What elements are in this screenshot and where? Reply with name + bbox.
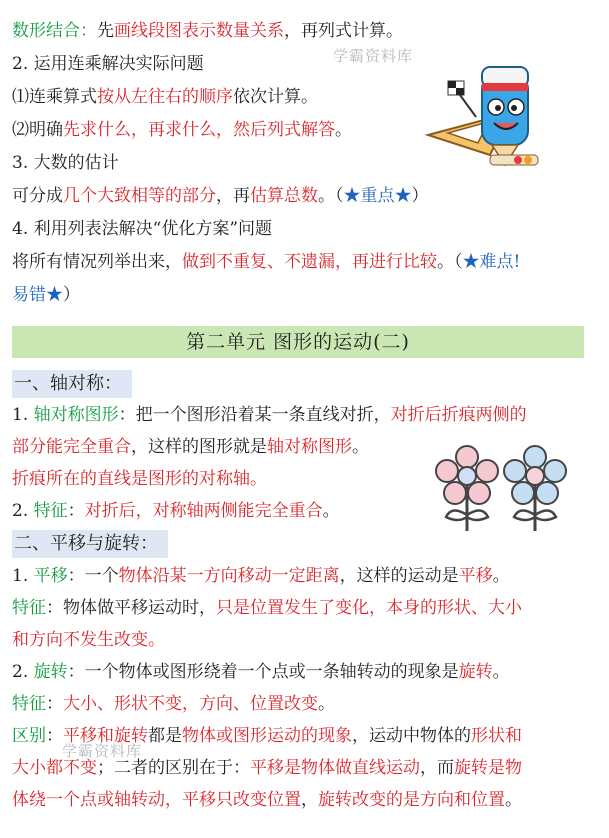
- error-badge: 易错★: [12, 285, 63, 305]
- line-axis-symmetric-continued: [12, 436, 369, 458]
- text: 依次计算。: [233, 87, 318, 107]
- key-point-badge: ★重点★: [343, 186, 412, 206]
- text: 。（: [318, 186, 344, 206]
- item-heading-2: 2. 运用连乘解决实际问题: [12, 54, 204, 74]
- red-text: 平移和旋转: [63, 726, 148, 746]
- text: ，而: [420, 758, 454, 778]
- text: ，这样的运动是: [339, 566, 459, 586]
- text: 。: [492, 662, 510, 682]
- red-text: 旋转改变的是方向和位置: [318, 790, 505, 810]
- unit-title-banner: 第二单元 图形的运动(二): [12, 326, 584, 358]
- red-text: 大小、形状不变，方向、位置改变: [63, 694, 318, 714]
- text: ，: [301, 790, 318, 810]
- line-number-shape: [12, 20, 403, 42]
- line-list-method: [12, 251, 520, 273]
- line-translation-definition: [12, 565, 510, 587]
- text: ：把一个图形沿着某一条直线对折，: [118, 405, 391, 425]
- line-symmetry-axis: 折痕所在的直线是图形的对称轴。: [12, 469, 267, 489]
- line-rotation-feature: [12, 693, 335, 715]
- line-steps: [12, 119, 352, 141]
- item-heading-3: 3. 大数的估计: [12, 153, 119, 173]
- red-text: 形状和: [471, 726, 522, 746]
- red-text: 部分能完全重合: [12, 437, 131, 457]
- text: 。: [322, 501, 340, 521]
- difficulty-badge: ★难点!: [462, 252, 521, 272]
- text: 。: [352, 437, 369, 457]
- text: ：: [46, 694, 63, 714]
- flower-pink-icon: [434, 445, 500, 535]
- text: 。: [492, 566, 510, 586]
- text: 2.: [12, 501, 34, 521]
- term-label: 平移: [33, 566, 68, 586]
- section-heading-translation-rotation: 二、平移与旋转：: [12, 530, 168, 558]
- line-axis-feature: [12, 500, 340, 522]
- term-label: 数形结合：: [12, 21, 97, 41]
- red-text: 对折后，对称轴两侧能完全重合: [84, 501, 323, 521]
- text: ：: [67, 501, 85, 521]
- term-label: 区别: [12, 726, 46, 746]
- term-label: 特征: [12, 598, 46, 618]
- line-rotation-definition: [12, 661, 510, 683]
- red-text: 物体沿某一方向移动一定距离: [118, 566, 340, 586]
- text: ：物体做平移运动时，: [46, 598, 216, 618]
- line-error-prone: [12, 284, 80, 306]
- red-text: 估算总数: [250, 186, 318, 206]
- pencil-mascot-icon: [420, 55, 550, 170]
- red-text: 几个大致相等的部分: [63, 186, 216, 206]
- watermark: 学霸资料库: [333, 47, 414, 65]
- red-text: 平移: [458, 566, 493, 586]
- text: 1.: [12, 566, 34, 586]
- text: 2.: [12, 662, 34, 682]
- section-heading-axis-symmetry: 一、轴对称：: [12, 370, 132, 398]
- red-text: 轴对称图形: [267, 437, 352, 457]
- text: ）: [411, 186, 429, 206]
- flower-blue-icon: [502, 445, 568, 535]
- red-text: 平移是物体做直线运动: [250, 758, 420, 778]
- text: ：一个物体或图形绕着一个点或一条轴转动的现象是: [67, 662, 459, 682]
- red-text: 体绕一个点或轴转动，平移只改变位置: [12, 790, 301, 810]
- term-label: 特征: [33, 501, 68, 521]
- term-label: 特征: [12, 694, 46, 714]
- text: 可分成: [12, 186, 63, 206]
- line-translation-feature: [12, 597, 522, 619]
- red-text: 画线段图表示数量关系: [114, 21, 284, 41]
- text: ：: [46, 726, 63, 746]
- red-text: 对折后折痕两侧的: [390, 405, 527, 425]
- red-text: 物体或图形运动的现象: [182, 726, 352, 746]
- text: ，再: [216, 186, 250, 206]
- line-multiply-order: [12, 86, 318, 108]
- red-text: 旋转: [458, 662, 493, 682]
- text: ，运动中物体的: [352, 726, 471, 746]
- red-text: 做到不重复、不遗漏，再进行比较: [182, 252, 437, 272]
- red-text: 只是位置发生了变化，本身的形状、大小: [216, 598, 522, 618]
- text: 都是: [148, 726, 182, 746]
- red-text: 旋转是物: [454, 758, 522, 778]
- text: 将所有情况列举出来，: [12, 252, 182, 272]
- text: ，再列式计算。: [284, 21, 403, 41]
- text: ⑴连乘算式: [12, 87, 97, 107]
- line-difference-end: [12, 789, 522, 811]
- text: 。（: [437, 252, 463, 272]
- text: ；二者的区别在于：: [97, 758, 250, 778]
- red-text: 按从左往右的顺序: [97, 87, 233, 107]
- text: 。: [505, 790, 522, 810]
- text: 先: [97, 21, 114, 41]
- term-label: 轴对称图形: [33, 405, 119, 425]
- text: 1.: [12, 405, 34, 425]
- text: 。: [318, 694, 335, 714]
- text: ，这样的图形就是: [131, 437, 267, 457]
- text: ⑵明确: [12, 120, 63, 140]
- red-text: 先求什么，再求什么，然后列式解答: [63, 120, 335, 140]
- item-heading-4: 4. 利用列表法解决“优化方案”问题: [12, 219, 273, 239]
- term-label: 旋转: [33, 662, 68, 682]
- line-estimate: [12, 185, 429, 207]
- line-axis-symmetric-definition: [12, 404, 527, 426]
- red-text: 大小都不变: [12, 758, 97, 778]
- text: ：一个: [67, 566, 119, 586]
- watermark: 学霸资料库: [62, 742, 143, 760]
- line-translation-feature-continued: 和方向不发生改变。: [12, 630, 165, 650]
- text: 。: [335, 120, 352, 140]
- text: ）: [63, 285, 80, 305]
